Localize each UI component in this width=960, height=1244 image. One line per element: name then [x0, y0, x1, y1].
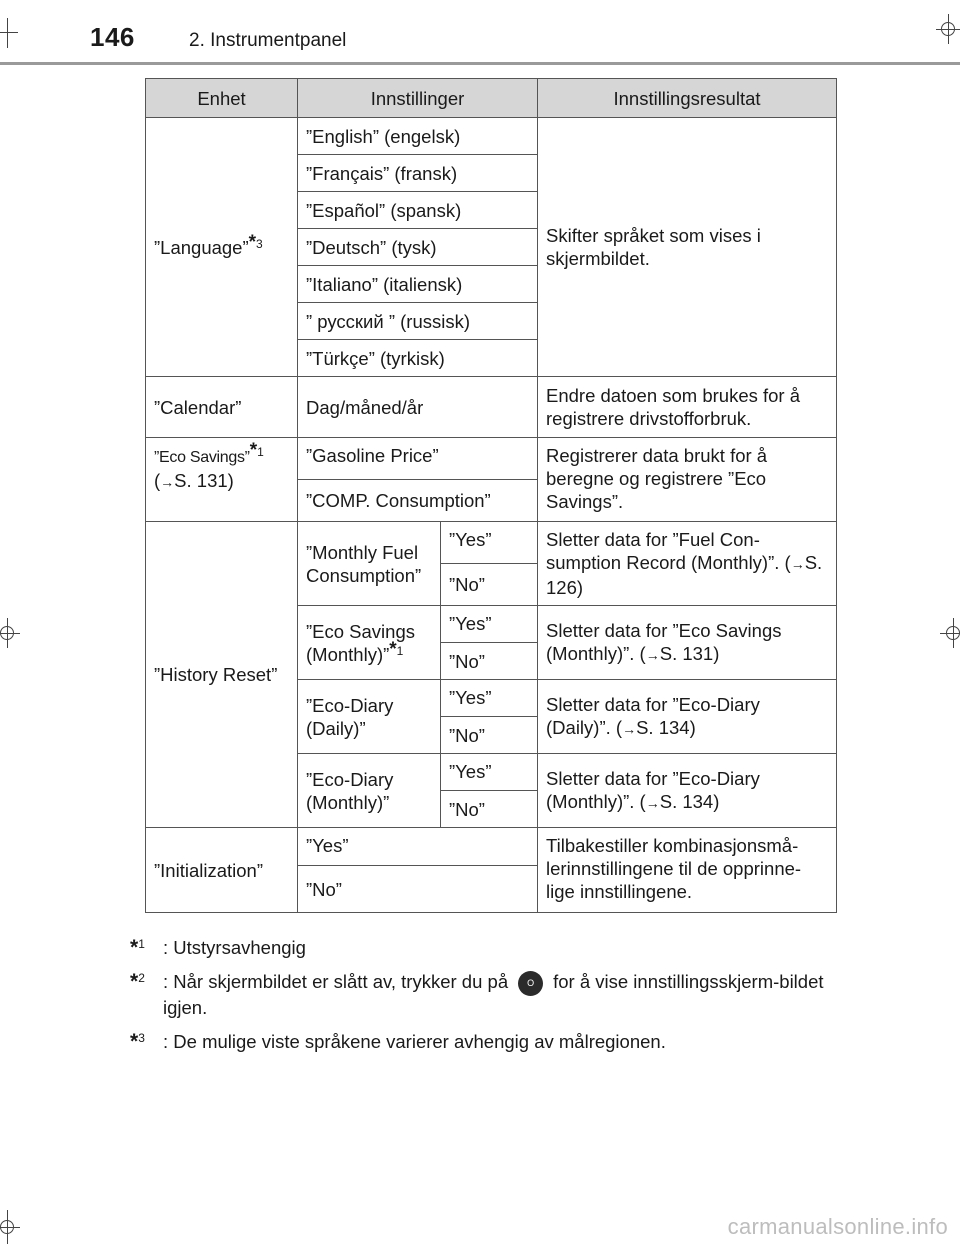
footnote-text: for å vise innstillingsskjerm-bildet igjen.: [163, 971, 824, 1018]
header-rule: [0, 62, 960, 65]
history-reset-yes: ”Yes”: [441, 522, 538, 564]
language-option: ”Italiano” (italiensk): [298, 266, 538, 303]
history-reset-result-text: Sletter data for ”Fuel Con-sumption Record (Monthly)”.: [546, 529, 780, 573]
watermark[interactable]: carmanualsonline.info: [727, 1214, 948, 1239]
history-reset-item: ”Monthly Fuel Consumption”: [298, 522, 441, 606]
display-button-icon: O: [518, 971, 543, 996]
language-option: ” русский ” (russisk): [298, 303, 538, 340]
page-number: 146: [90, 22, 135, 52]
crop-mark-mid-left: [0, 618, 20, 648]
calendar-unit-cell: ”Calendar”: [146, 377, 298, 438]
column-header-settings: Innstillinger: [298, 79, 538, 118]
crop-mark-bottom-left: [0, 1210, 20, 1244]
page-reference: S. 126): [546, 552, 823, 598]
table-row: [146, 522, 837, 564]
initialization-unit-cell: ”Initialization”: [146, 828, 298, 913]
column-header-unit: Enhet: [146, 79, 298, 118]
page-reference: S. 131): [659, 642, 720, 664]
calendar-result-cell: Endre datoen som brukes for å registrere drivstofforbruk.: [538, 377, 837, 438]
table-row: [146, 438, 837, 480]
history-reset-result: Sletter data for ”Fuel Con-sumption Record (Monthly)”. (→S. 126): [538, 522, 837, 606]
footnote-ref: *1: [389, 638, 404, 660]
eco-savings-setting-cell: ”COMP. Consumption”: [298, 480, 538, 522]
history-reset-item: [298, 606, 441, 680]
column-header-result: Innstillingsresultat: [538, 79, 837, 118]
footnote-text: : Utstyrsavhengig: [163, 937, 306, 958]
section-title: 2. Instrumentpanel: [189, 30, 347, 51]
eco-savings-setting-cell: ”Gasoline Price”: [298, 438, 538, 480]
language-option: ”Español” (spansk): [298, 192, 538, 229]
eco-savings-unit-label: ”Eco Savings”: [154, 449, 250, 466]
footnote-marker: *$^2$: [130, 970, 145, 993]
initialization-yes: ”Yes”: [298, 828, 538, 866]
history-reset-result: Sletter data for ”Eco Savings (Monthly)”. (→S. 131): [538, 606, 837, 680]
language-unit-cell: [146, 118, 298, 377]
eco-savings-result-cell: Registrerer data brukt for å beregne og registrere ”Eco Savings”.: [538, 438, 837, 522]
history-reset-no: ”No”: [441, 791, 538, 828]
history-reset-no: ”No”: [441, 717, 538, 754]
calendar-setting-cell: Dag/måned/år: [298, 377, 538, 438]
history-reset-yes: ”Yes”: [441, 680, 538, 717]
table-header-row: [146, 79, 837, 118]
footnote-marker: *$^1$: [130, 936, 145, 959]
language-option: ”Français” (fransk): [298, 155, 538, 192]
history-reset-item-label: ”Eco Savings (Monthly)”: [306, 620, 415, 665]
footnote-3: [130, 1030, 830, 1054]
initialization-result-cell: Tilbakestiller kombinasjonsmå-lerinnstillingene til de opprinne-lige innstillingene.: [538, 828, 837, 913]
language-unit-label: ”Language”: [154, 236, 249, 258]
language-option: ”Türkçe” (tyrkisk): [298, 340, 538, 377]
page-reference: S. 134): [636, 716, 696, 738]
footnote-2: [130, 970, 830, 1020]
language-footnote-ref: *3: [248, 231, 263, 253]
footnote-text: : Når skjermbildet er slått av, trykker du på: [163, 971, 509, 992]
table-row: [146, 377, 837, 438]
footnotes: [130, 936, 830, 1064]
table-row: [146, 828, 837, 866]
history-reset-item: ”Eco-Diary (Monthly)”: [298, 754, 441, 828]
history-reset-result: Sletter data for ”Eco-Diary (Daily)”. (→S. 134): [538, 680, 837, 754]
language-result-cell: Skifter språket som vises i skjermbildet.: [538, 118, 837, 377]
history-reset-result-text: Sletter data for ”Eco-Diary (Daily)”.: [546, 693, 760, 738]
history-reset-unit-cell: ”History Reset”: [146, 522, 298, 828]
history-reset-result-text: Sletter data for ”Eco Savings (Monthly)”.: [546, 619, 782, 664]
arrow-right-icon: →: [790, 556, 805, 572]
history-reset-item: ”Eco-Diary (Daily)”: [298, 680, 441, 754]
history-reset-no: ”No”: [441, 643, 538, 680]
footnote-text: : De mulige viste språkene varierer avhengig av målregionen.: [163, 1030, 666, 1052]
settings-table: [145, 78, 837, 913]
page-reference: S. 131): [174, 470, 234, 491]
history-reset-yes: ”Yes”: [441, 754, 538, 791]
crop-mark-mid-right: [940, 618, 960, 648]
language-option: ”Deutsch” (tysk): [298, 229, 538, 266]
initialization-no: ”No”: [298, 866, 538, 913]
eco-savings-unit-cell: ”Eco Savings”$^{*1}$ (→S. 131): [146, 438, 298, 522]
crop-mark-top-right: [936, 14, 960, 44]
arrow-right-icon: →: [622, 720, 637, 737]
eco-savings-footnote-ref: *1: [249, 440, 264, 461]
language-option: ”English” (engelsk): [298, 118, 538, 155]
history-reset-no: ”No”: [441, 564, 538, 606]
history-reset-yes: ”Yes”: [441, 606, 538, 643]
crop-mark-top-left: [0, 18, 20, 48]
arrow-right-icon: →: [645, 794, 660, 811]
arrow-right-icon: →: [645, 646, 660, 663]
footnote-marker: *$^3$: [130, 1029, 145, 1053]
footnote-1: [130, 936, 830, 960]
table-row: [146, 118, 837, 155]
arrow-right-icon: →: [160, 474, 175, 490]
page-reference: S. 134): [659, 790, 720, 812]
history-reset-result: Sletter data for ”Eco-Diary (Monthly)”. (→S. 134): [538, 754, 837, 828]
history-reset-result-text: Sletter data for ”Eco-Diary (Monthly)”.: [546, 767, 760, 812]
